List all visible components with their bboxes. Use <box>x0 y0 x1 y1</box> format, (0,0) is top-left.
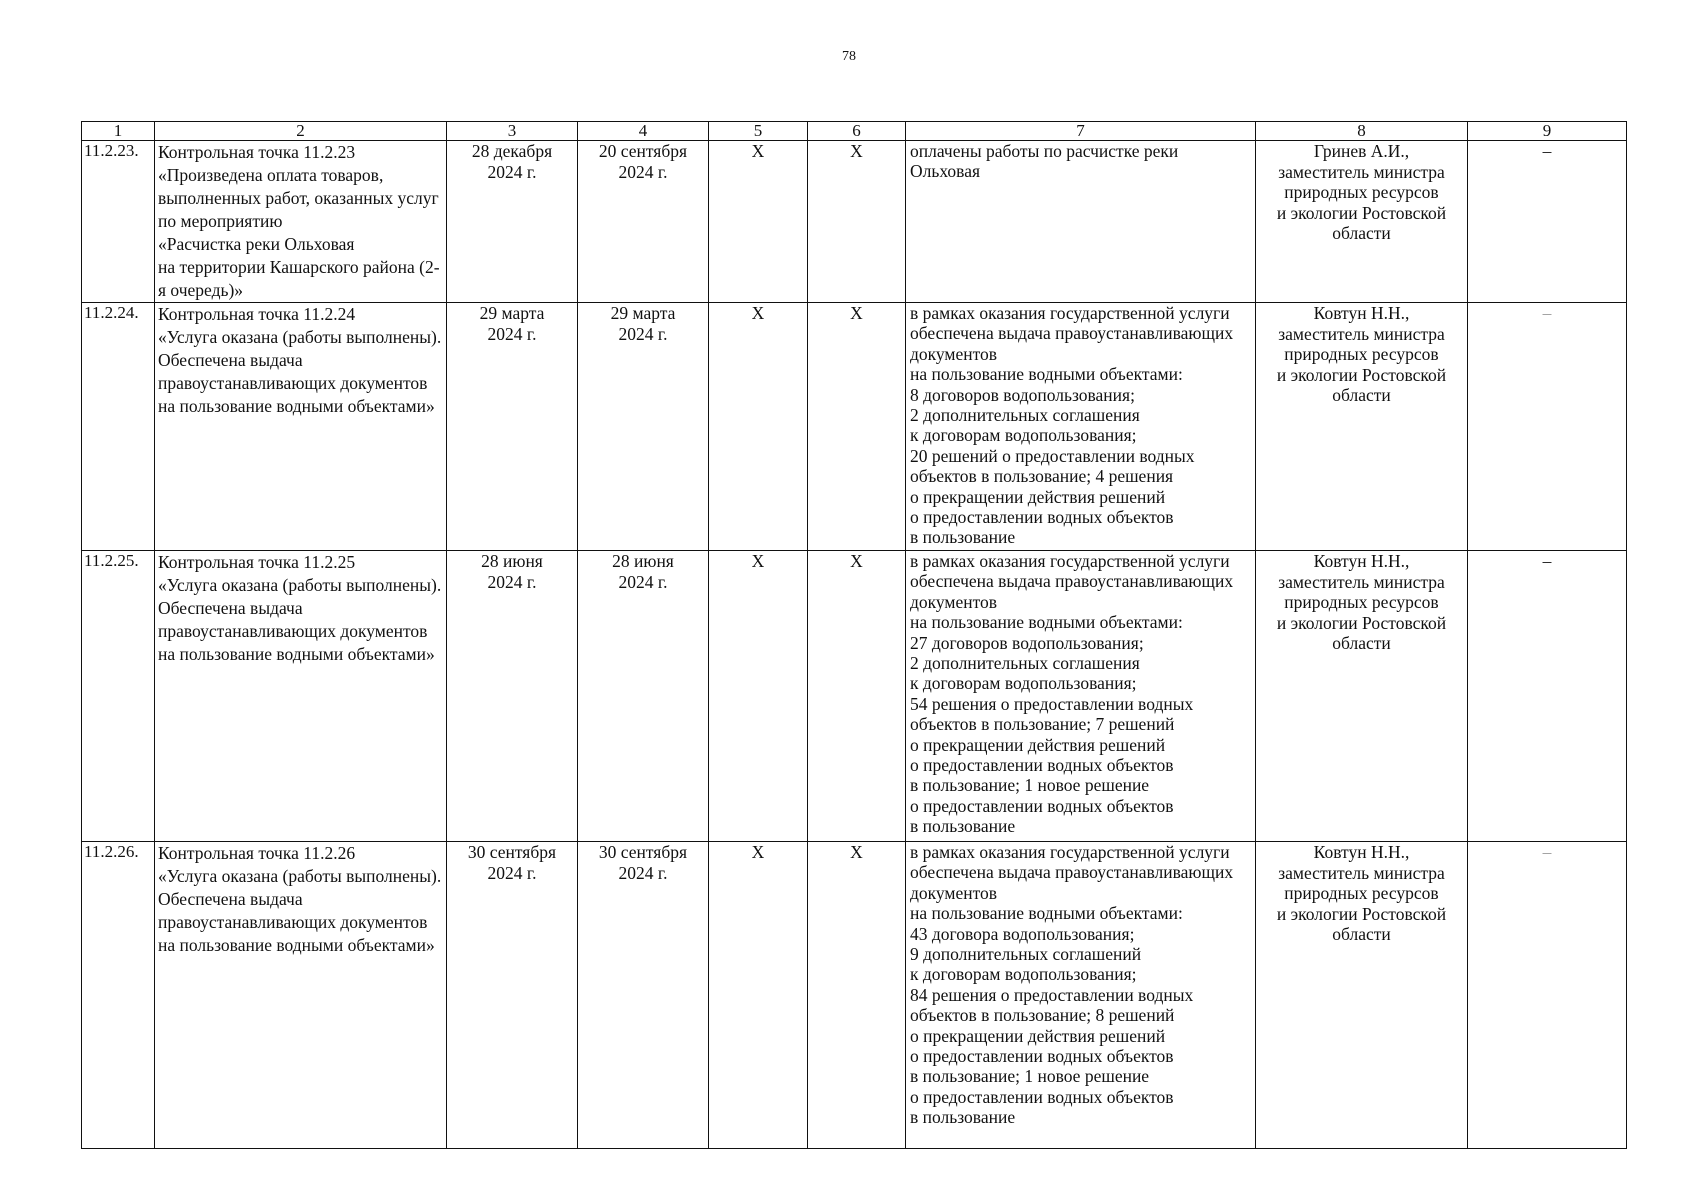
column-header: 4 <box>578 122 709 141</box>
responsible-person: Гринев А.И., заместитель министра природных ресурсов и экологии Ростовской области <box>1256 141 1468 303</box>
column-header: 8 <box>1256 122 1468 141</box>
column-header: 6 <box>808 122 906 141</box>
column-5-mark: X <box>709 141 808 303</box>
plan-date: 30 сентября 2024 г. <box>447 842 578 1149</box>
result-text: в рамках оказания государственной услуги обеспечена выдача правоустанавливающих документов на пользование водными объектами: 43 договора водопользования; 9 дополнительных соглашений к договорам водопользования; 84 решения о предоставлении водных объектов в пользование; 8 решений о прекращении действия решений о предоставлении водных объектов в пользование; 1 новое решение о предоставлении водных объектов в пользование <box>906 842 1256 1149</box>
column-6-mark: X <box>808 551 906 842</box>
column-header: 7 <box>906 122 1256 141</box>
responsible-person: Ковтун Н.Н., заместитель министра природных ресурсов и экологии Ростовской области <box>1256 551 1468 842</box>
plan-date: 29 марта 2024 г. <box>447 303 578 551</box>
row-number: 11.2.25. <box>82 551 155 842</box>
column-6-mark: X <box>808 303 906 551</box>
column-header: 5 <box>709 122 808 141</box>
column-5-mark: X <box>709 303 808 551</box>
table-row <box>82 303 1627 551</box>
note: – <box>1468 842 1627 1149</box>
row-number: 11.2.26. <box>82 842 155 1149</box>
control-point-text: Контрольная точка 11.2.24 «Услуга оказана (работы выполнены). Обеспечена выдача правоустанавливающих документов на пользование водными объектами» <box>155 303 447 551</box>
column-5-mark: X <box>709 842 808 1149</box>
responsible-person: Ковтун Н.Н., заместитель министра природных ресурсов и экологии Ростовской области <box>1256 303 1468 551</box>
plan-date: 28 июня 2024 г. <box>447 551 578 842</box>
actual-date: 29 марта 2024 г. <box>578 303 709 551</box>
column-number-row <box>82 122 1627 141</box>
actual-date: 30 сентября 2024 г. <box>578 842 709 1149</box>
table-row <box>82 551 1627 842</box>
note: – <box>1468 551 1627 842</box>
column-6-mark: X <box>808 842 906 1149</box>
result-text: в рамках оказания государственной услуги обеспечена выдача правоустанавливающих документов на пользование водными объектами: 8 договоров водопользования; 2 дополнительных соглашения к договорам водопользования; 20 решений о предоставлении водных объектов в пользование; 4 решения о прекращении действия решений о предоставлении водных объектов в пользование <box>906 303 1256 551</box>
column-header: 2 <box>155 122 447 141</box>
row-number: 11.2.24. <box>82 303 155 551</box>
column-header: 9 <box>1468 122 1627 141</box>
control-point-text: Контрольная точка 11.2.25 «Услуга оказана (работы выполнены). Обеспечена выдача правоустанавливающих документов на пользование водными объектами» <box>155 551 447 842</box>
actual-date: 28 июня 2024 г. <box>578 551 709 842</box>
table-row <box>82 842 1627 1149</box>
column-header: 1 <box>82 122 155 141</box>
control-point-text: Контрольная точка 11.2.23 «Произведена оплата товаров, выполненных работ, оказанных услуг по мероприятию «Расчистка реки Ольховая на территории Кашарского района (2-я очередь)» <box>155 141 447 303</box>
control-point-text: Контрольная точка 11.2.26 «Услуга оказана (работы выполнены). Обеспечена выдача правоустанавливающих документов на пользование водными объектами» <box>155 842 447 1149</box>
table-row <box>82 141 1627 303</box>
control-points-table <box>81 121 1627 1149</box>
column-6-mark: X <box>808 141 906 303</box>
note: – <box>1468 303 1627 551</box>
plan-date: 28 декабря 2024 г. <box>447 141 578 303</box>
actual-date: 20 сентября 2024 г. <box>578 141 709 303</box>
responsible-person: Ковтун Н.Н., заместитель министра природных ресурсов и экологии Ростовской области <box>1256 842 1468 1149</box>
row-number: 11.2.23. <box>82 141 155 303</box>
column-5-mark: X <box>709 551 808 842</box>
column-header: 3 <box>447 122 578 141</box>
note: – <box>1468 141 1627 303</box>
page-number: 78 <box>842 49 856 64</box>
result-text: оплачены работы по расчистке реки Ольховая <box>906 141 1256 303</box>
result-text: в рамках оказания государственной услуги обеспечена выдача правоустанавливающих документов на пользование водными объектами: 27 договоров водопользования; 2 дополнительных соглашения к договорам водопользования; 54 решения о предоставлении водных объектов в пользование; 7 решений о прекращении действия решений о предоставлении водных объектов в пользование; 1 новое решение о предоставлении водных объектов в пользование <box>906 551 1256 842</box>
